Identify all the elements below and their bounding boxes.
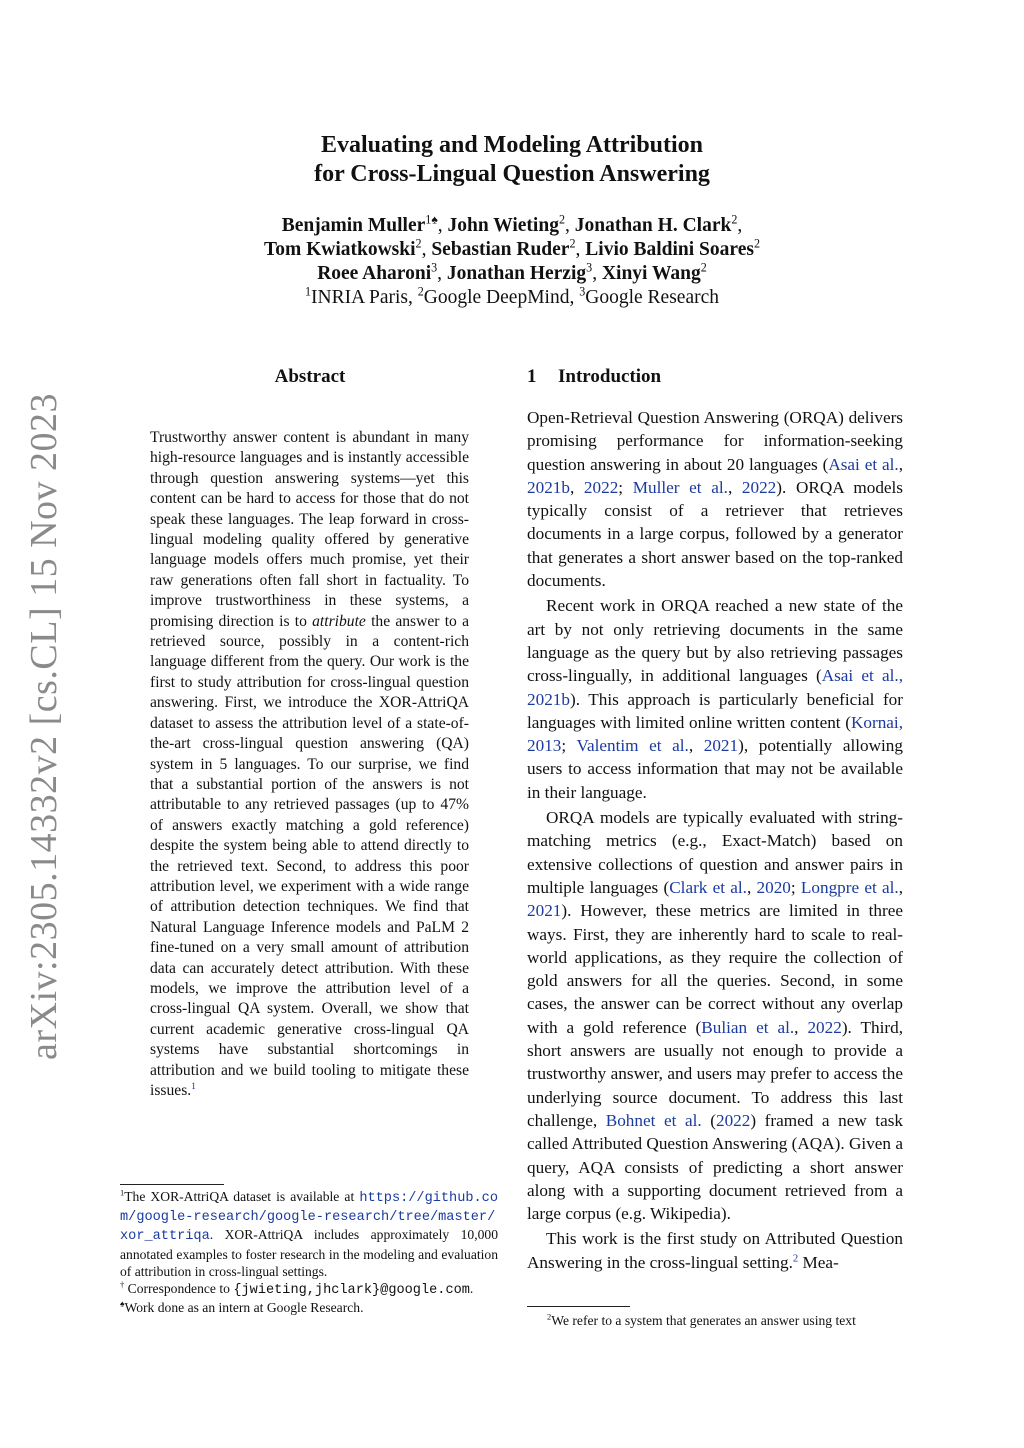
paragraph-text: , [898, 877, 903, 897]
paragraph-text: ). ORQA models typically consist of a retriever that retrieves documents in a large corpus, followed by a generator that generates a short answer based on the top-ranked documents. [527, 477, 903, 591]
footnote-1 [120, 1188, 498, 1280]
author-mark: 3 [431, 260, 438, 275]
citation-link[interactable]: Valentim et al. [576, 736, 689, 756]
abstract-heading: Abstract [274, 366, 346, 387]
author-mark: 2 [569, 236, 576, 251]
intro-paragraph-4 [527, 1227, 903, 1274]
paragraph-text: , [746, 877, 757, 897]
footnote-text: . [469, 1281, 474, 1297]
citation-link[interactable]: 2022 [807, 1017, 842, 1037]
citation-link[interactable]: 2020 [756, 877, 791, 897]
footnote-divider [527, 1306, 630, 1307]
section-heading-introduction [527, 366, 661, 388]
footnote-divider [120, 1184, 224, 1185]
author-name: Livio Baldini Soares [585, 239, 754, 260]
paragraph-text: ). However, these metrics are limited in three ways. First, they are inherently hard to scale to real-world applications, as they require the collection of gold answers for all the queries. Second, in some cases, the answer can be correct without any overlap with a gold reference ( [527, 901, 903, 1037]
footnote-ref-link[interactable]: 1 [191, 1080, 196, 1092]
author-mark: 2 [731, 212, 738, 227]
author-line-2: Tom Kwiatkowski$^2$, Sebastian Ruder$^2$, Livio Baldini Soares$^2$ [263, 236, 760, 260]
paragraph-text: Mea- [798, 1252, 839, 1272]
arxiv-margin-stamp: arXiv:2305.14332v2 [cs.CL] 15 Nov 2023 [23, 392, 65, 1060]
paragraph-text: ORQA models are typically evaluated with string-matching metrics (e.g., Exact-Match) based on extensive collections of question and answer pairs in multiple languages ( [527, 808, 903, 897]
footnote-mark: 1 [120, 1187, 125, 1198]
footnote-ref-link[interactable]: 2 [792, 1252, 799, 1264]
citation-link[interactable]: Clark et al. [669, 877, 747, 897]
intro-paragraph-3 [527, 806, 903, 1225]
author-mark: 2 [415, 236, 422, 251]
dataset-url-link[interactable]: https://github.com/google-research/google-research/tree/master/xor_attriqa [120, 1191, 498, 1245]
paragraph-text: ; [561, 736, 577, 756]
paper-title [0, 131, 1024, 189]
affiliation-name: Google Research [585, 287, 720, 308]
citation-link[interactable]: Asai et al. [828, 454, 899, 474]
author-mark: 2 [700, 260, 707, 275]
abstract-italic-word: attribute [312, 612, 366, 630]
footnote-mark: ♠ [120, 1298, 125, 1309]
paragraph-text: ) framed a new task called Attributed Question Answering (AQA). Given a query, AQA consists of predicting a short answer along with a supporting document retrieved from a large corpus (e.g. Wikipedia). [527, 1110, 903, 1224]
abstract-body [150, 428, 469, 1101]
affiliation-name: INRIA Paris [311, 287, 408, 308]
affiliation-mark: 2 [417, 284, 424, 299]
paragraph-text: , [794, 1017, 808, 1037]
citation-link[interactable]: Kornai, 2013 [527, 712, 903, 756]
abstract-text: the answer to a retrieved source, possibly in a content-rich language different from the query. Our work is the first to study attribution for cross-lingual question answering. First, we introduce the XOR-AttriQA dataset to assess the attribution level of a state-of-the-art cross-lingual question answering (QA) system in 5 languages. To our surprise, we find that a substantial portion of the answers is not attributable to any retrieved passages (up to 47% of answers exactly matching a gold reference) despite the system being able to attend directly to the retrieved text. Second, to address this poor attribution level, we experiment with a wide range of attribution detection techniques. We find that Natural Language Inference models and PaLM 2 fine-tuned on a very small amount of attribution data can accurately detect attribution. With these models, we improve the attribution level of a cross-lingual QA system. Overall, we show that current academic generative cross-lingual QA systems have substantial shortcomings in attribution and we build tooling to mitigate these issues. [150, 612, 469, 1099]
paragraph-text: , [688, 736, 704, 756]
author-block [0, 214, 1024, 310]
citation-link[interactable]: 2022 [741, 477, 777, 497]
citation-link[interactable]: Bulian et al. [701, 1017, 795, 1037]
footnote-text: We refer to a system that generates an answer using text [551, 1313, 856, 1328]
author-name: Xinyi Wang [601, 263, 701, 284]
footnote-text: Correspondence to [127, 1281, 230, 1297]
footnotes-right [527, 1312, 903, 1329]
citation-link[interactable]: 2021 [527, 901, 562, 921]
affiliation-mark: 1 [304, 284, 312, 299]
introduction-body [527, 406, 903, 1274]
title-line-2: for Cross-Lingual Question Answering [314, 161, 710, 187]
citation-link[interactable]: Asai et al., 2021b [527, 666, 903, 709]
author-name: Tom Kwiatkowski [263, 239, 416, 260]
correspondence-email: {jwieting,jhclark}@google.com [233, 1283, 470, 1299]
citation-link[interactable]: Longpre et al. [800, 877, 899, 897]
section-number: 1 [527, 366, 537, 387]
paragraph-text: , [569, 477, 584, 497]
author-name: Sebastian Ruder [431, 239, 570, 260]
author-name: Jonathan H. Clark [574, 215, 732, 236]
author-line-1: Benjamin Muller$^{1♠}$, John Wieting$^2$, Jonathan H. Clark$^2$, [281, 212, 743, 236]
paragraph-text: , [898, 454, 903, 474]
citation-link[interactable]: 2022 [715, 1110, 751, 1130]
paragraph-text: ; [790, 877, 801, 897]
author-line-3: Roee Aharoni$^3$, Jonathan Herzig$^3$, Xinyi Wang$^2$ [317, 260, 707, 284]
intro-paragraph-2 [527, 594, 903, 804]
affiliation-name: Google DeepMind [423, 287, 570, 308]
paragraph-text: ). Third, short answers are usually not enough to provide a trustworthy answer, and users may prefer to access the underlying source document. To address this last challenge, [527, 1017, 903, 1130]
section-title: Introduction [558, 366, 662, 387]
footnotes-left [120, 1188, 498, 1316]
paragraph-text: ( [701, 1110, 716, 1130]
citation-link[interactable]: 2022 [583, 477, 619, 497]
affiliations: $^1$INRIA Paris, $^2$Google DeepMind, $^3$Google Research [304, 284, 720, 308]
author-name: Benjamin Muller [281, 215, 426, 236]
author-mark: 2 [558, 212, 565, 227]
intro-paragraph-1 [527, 406, 903, 592]
footnote-text: . XOR-AttriQA includes approximately 10,000 annotated examples to foster research in the modeling and evaluation of attribution in cross-lingual settings. [120, 1227, 498, 1279]
citation-link[interactable]: Muller et al. [632, 477, 728, 497]
citation-link[interactable]: 2021 [703, 736, 739, 756]
abstract-text: Trustworthy answer content is abundant in many high-resource languages and is instantly accessible through question answering systems—yet this content can be hard to access for those that do not speak these languages. The leap forward in cross-lingual modeling quality offered by generative language models offers much promise, yet their raw generations often fall short in factuality. To improve trustworthiness in these systems, a promising direction is to [150, 429, 469, 630]
author-mark: 1♠ [425, 212, 438, 227]
paragraph-text: This work is the first study on Attributed Question Answering in the cross-lingual setting. [527, 1229, 903, 1272]
footnote-2 [120, 1280, 498, 1299]
paragraph-text: Recent work in ORQA reached a new state of the art by not only retrieving documents in the same language as the query but by also retrieving passages cross-lingually, in additional languages ( [527, 596, 903, 686]
footnote-mark: † [120, 1279, 125, 1290]
citation-link[interactable]: Bohnet et al. [605, 1110, 702, 1130]
footnote-2-body [527, 1312, 903, 1329]
title-line-1: Evaluating and Modeling Attribution [320, 132, 704, 158]
author-name: Jonathan Herzig [446, 263, 587, 284]
author-name: Roee Aharoni [317, 263, 432, 284]
affiliation-mark: 3 [579, 284, 586, 299]
footnote-mark: 2 [547, 1311, 552, 1322]
footnote-3 [120, 1299, 498, 1316]
footnote-text: Work done as an intern at Google Research. [124, 1300, 364, 1316]
footnote-text: The XOR-AttriQA dataset is available at [124, 1189, 355, 1204]
paragraph-text: , [727, 477, 742, 497]
citation-link[interactable]: 2021b [527, 477, 570, 497]
author-name: John Wieting [447, 215, 559, 236]
paragraph-text: Open-Retrieval Question Answering (ORQA) delivers promising performance for information-seeking question answering in about 20 languages ( [527, 408, 903, 474]
paragraph-text: ; [618, 477, 633, 497]
author-mark: 3 [586, 260, 593, 275]
author-mark: 2 [753, 236, 760, 251]
paragraph-text: ), potentially allowing users to access information that may not be available in their language. [527, 736, 903, 802]
paragraph-text: ). This approach is particularly beneficial for languages with limited online written content ( [527, 689, 903, 732]
